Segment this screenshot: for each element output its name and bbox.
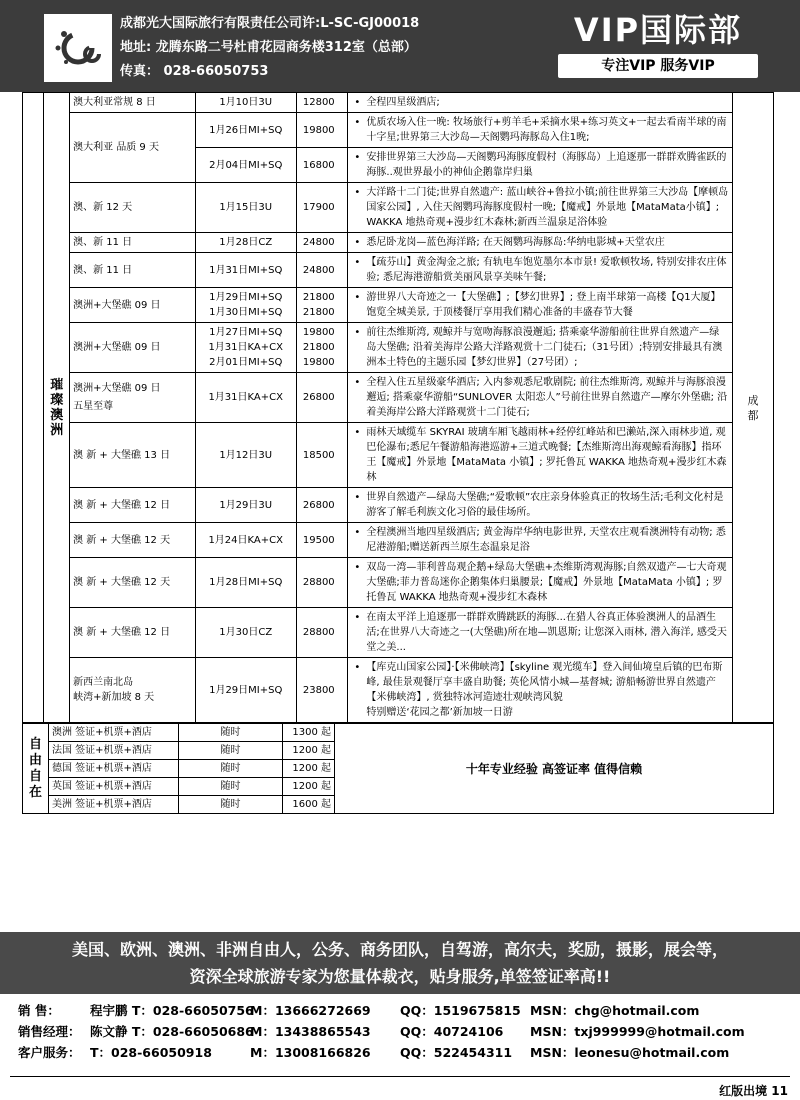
description-text: 全程四星级酒店; xyxy=(366,97,440,108)
contact-qq: QQ：522454311 xyxy=(400,1045,513,1060)
tour-description xyxy=(348,253,733,288)
free-price: 1300 起 xyxy=(283,724,335,742)
free-dates: 随时 xyxy=(179,760,283,778)
route-name: 澳洲+大堡礁 09 日 五星至尊 xyxy=(70,373,195,423)
page-header xyxy=(0,0,800,92)
itinerary-row xyxy=(23,113,774,148)
departure-dates: 1月29日MI+SQ xyxy=(195,658,296,723)
tour-price: 28800 xyxy=(296,558,348,608)
bullet: • xyxy=(354,377,361,388)
route-name: 澳 新 + 大堡礁 12 日 xyxy=(70,608,195,658)
contact-msn: MSN：chg@hotmail.com xyxy=(530,1003,700,1018)
description-text: 雨林天域缆车 SKYRAI 玻璃车厢飞越雨林+经停红峰站和巴濑站,深入雨林步道, 观巴伦瀑布;悉尼午餐游船海港巡游+三道式晚餐;【杰维斯湾出海观鲸看海豚】指环王【魔戒】外景地【MataMata 小镇】; 罗托鲁瓦 WAKKA 地热奇观+漫步红木森林 xyxy=(366,427,727,483)
route-name: 澳 新 + 大堡礁 12 日 xyxy=(70,488,195,523)
itinerary-row xyxy=(23,183,774,233)
bullet: • xyxy=(354,327,361,338)
route-name: 澳 新 + 大堡礁 12 天 xyxy=(70,558,195,608)
tour-description xyxy=(348,558,733,608)
description-text: 优质农场入住一晚: 牧场旅行+剪羊毛+采摘水果+练习英文+一起去看南半球的南十字星;世界第三大沙岛—天阁鹦玛海豚岛入住1晚; xyxy=(366,117,727,143)
free-price: 1200 起 xyxy=(283,760,335,778)
bullet: • xyxy=(354,562,361,573)
departure-dates: 1月15日3U xyxy=(195,183,296,233)
free-route: 德国 签证+机票+酒店 xyxy=(49,760,179,778)
contact-row xyxy=(18,1000,788,1021)
tour-description xyxy=(348,373,733,423)
contact-name: 程宇鹏 T：028-66050756 xyxy=(90,1003,254,1018)
tour-description xyxy=(348,148,733,183)
itinerary-row xyxy=(23,288,774,323)
company-info xyxy=(120,12,419,84)
free-dates: 随时 xyxy=(179,796,283,814)
departure-dates: 1月29日MI+SQ 1月30日MI+SQ xyxy=(195,288,296,323)
departure-dates: 1月31日MI+SQ xyxy=(195,253,296,288)
tour-price: 19800 21800 19800 xyxy=(296,323,348,373)
contact-row xyxy=(18,1021,788,1042)
banner-line-1: 美国、欧洲、澳洲、非洲自由人，公务、商务团队，自驾游，高尔夫，奖励，摄影，展会等， xyxy=(71,940,728,959)
tour-price: 18500 xyxy=(296,423,348,488)
bullet: • xyxy=(354,492,361,503)
tour-description xyxy=(348,288,733,323)
tour-description xyxy=(348,233,733,253)
itinerary-row xyxy=(23,323,774,373)
company-logo-icon xyxy=(44,14,112,82)
free-region-label: 自 由 自 在 xyxy=(23,724,49,814)
tour-description xyxy=(348,183,733,233)
tour-price: 28800 xyxy=(296,608,348,658)
departure-dates: 1月29日3U xyxy=(195,488,296,523)
route-name: 澳 新 + 大堡礁 13 日 xyxy=(70,423,195,488)
free-price: 1600 起 xyxy=(283,796,335,814)
tour-price: 21800 21800 xyxy=(296,288,348,323)
free-row xyxy=(23,724,774,742)
free-route: 英国 签证+机票+酒店 xyxy=(49,778,179,796)
free-price: 1200 起 xyxy=(283,742,335,760)
route-name: 澳、新 11 日 xyxy=(70,233,195,253)
description-text: 全程澳洲当地四星级酒店; 黄金海岸华纳电影世界, 天堂农庄观看澳洲特有动物; 悉尼港游船;赠送新西兰原生态温泉足浴 xyxy=(366,527,726,553)
bullet: • xyxy=(354,527,361,538)
description-text: 游世界八大奇迹之一【大堡礁】;【梦幻世界】; 登上南半球第一高楼【Q1大厦】饱览全城美景, 于顶楼餐厅享用我们精心准备的丰盛春节大餐 xyxy=(366,292,721,318)
description-text: 全程入住五星级豪华酒店; 入内参观悉尼歌剧院; 前往杰维斯湾, 观鲸并与海豚浪漫邂逅; 搭乘豪华游船“SUNLOVER 太阳恋人”号前往世界自然遗产—摩尔外堡礁; 沿着美海岸公路大洋路观赏十二门徒石; xyxy=(366,377,728,418)
departure-city: 成 都 xyxy=(733,93,774,723)
vip-tag: 专注VIP 服务VIP xyxy=(558,54,758,78)
tour-description xyxy=(348,113,733,148)
contact-name: 陈文静 T：028-66050686 xyxy=(90,1024,254,1039)
empty-cell xyxy=(23,93,44,723)
route-name: 澳、新 12 天 xyxy=(70,183,195,233)
departure-dates: 1月10日3U xyxy=(195,93,296,113)
bullet: • xyxy=(354,187,361,198)
vip-box xyxy=(558,10,758,84)
itinerary-row xyxy=(23,373,774,423)
route-name: 澳洲+大堡礁 09 日 xyxy=(70,288,195,323)
description-extra: 特别赠送‘花园之都’新加坡一日游 xyxy=(366,707,513,718)
contact-label: 销售经理： xyxy=(18,1024,81,1039)
tour-description xyxy=(348,423,733,488)
tour-price: 12800 xyxy=(296,93,348,113)
departure-dates: 1月12日3U xyxy=(195,423,296,488)
free-dates: 随时 xyxy=(179,724,283,742)
itinerary-table xyxy=(22,92,774,723)
tour-description xyxy=(348,658,733,723)
departure-dates: 1月31日KA+CX xyxy=(195,373,296,423)
bullet: • xyxy=(354,612,361,623)
description-text: 在南太平洋上追逐那一群群欢腾跳跃的海豚...在猎人谷真正体验澳洲人的品酒生活;在世界八大奇迹之一(大堡礁)所在地—凯恩斯; 让您深入雨林, 潜入海洋, 感受天堂之美... xyxy=(366,612,727,653)
bullet: • xyxy=(354,117,361,128)
bullet: • xyxy=(354,427,361,438)
departure-dates: 1月27日MI+SQ 1月31日KA+CX 2月01日MI+SQ xyxy=(195,323,296,373)
company-address: 地址: 龙腾东路二号杜甫花园商务楼312室（总部） xyxy=(120,40,417,55)
departure-dates: 1月26日MI+SQ xyxy=(195,113,296,148)
itinerary-row xyxy=(23,93,774,113)
bullet: • xyxy=(354,662,361,673)
tour-price: 23800 xyxy=(296,658,348,723)
bullet: • xyxy=(354,237,361,248)
contact-mobile: M：13008166826 xyxy=(250,1045,371,1060)
description-text: 安排世界第三大沙岛—天阁鹦玛海豚度假村（海豚岛）上追逐那一群群欢腾雀跃的海豚..观世界最小的神仙企鹅靠岸归巢 xyxy=(366,152,727,178)
tour-description xyxy=(348,523,733,558)
itinerary-row xyxy=(23,608,774,658)
contact-mobile: M：13666272669 xyxy=(250,1003,371,1018)
itinerary-section xyxy=(22,92,774,814)
departure-dates: 2月04日MI+SQ xyxy=(195,148,296,183)
tour-price: 16800 xyxy=(296,148,348,183)
tour-price: 17900 xyxy=(296,183,348,233)
tour-description xyxy=(348,93,733,113)
tour-description xyxy=(348,608,733,658)
tour-price: 19500 xyxy=(296,523,348,558)
departure-dates: 1月28日MI+SQ xyxy=(195,558,296,608)
contact-msn: MSN：txj999999@hotmail.com xyxy=(530,1024,745,1039)
tour-description xyxy=(348,488,733,523)
tour-price: 24800 xyxy=(296,253,348,288)
tour-price: 19800 xyxy=(296,113,348,148)
itinerary-row xyxy=(23,558,774,608)
bullet: • xyxy=(354,257,361,268)
itinerary-row xyxy=(23,658,774,723)
bullet: • xyxy=(354,292,361,303)
description-text: 【库克山国家公园】·【米佛峡湾】【skyline 观光缆车】登入间仙境皇后镇的巴布斯峰, 最佳景观餐厅享丰盛自助餐; 英伦风情小城—基督城; 游船畅游世界自然遗产【米佛峡湾】, 赏独特冰河造迹壮观峡湾风貌 xyxy=(366,662,723,703)
route-name: 澳大利亚 品质 9 天 xyxy=(70,113,195,183)
tour-price: 26800 xyxy=(296,373,348,423)
slogan: 十年专业经验 高签证率 值得信赖 xyxy=(335,724,774,814)
contacts-block xyxy=(18,1000,788,1063)
contact-name: T：028-66050918 xyxy=(90,1045,212,1060)
contact-mobile: M：13438865543 xyxy=(250,1024,371,1039)
description-text: 双岛一湾—菲利普岛观企鹅+绿岛大堡礁+杰维斯湾观海豚;自然双遗产—七大奇观大堡礁;菲力普岛迷你企鹅集体归巢腰景;【魔戒】外景地【MataMata 小镇】; 罗托鲁瓦 WAKKA 地热奇观+漫步红木森林 xyxy=(366,562,727,603)
description-text: 世界自然遗产—绿岛大堡礁;“爱歌顿”农庄亲身体验真正的牧场生活;毛利文化村是游客了解毛利族文化习俗的最佳场所。 xyxy=(366,492,724,518)
route-name: 澳大利亚常规 8 日 xyxy=(70,93,195,113)
itinerary-row xyxy=(23,233,774,253)
description-text: 悉尼卧龙岗—蓝色海洋路; 在天阁鹦玛海豚岛:华纳电影城+天堂农庄 xyxy=(366,237,665,248)
free-route: 法国 签证+机票+酒店 xyxy=(49,742,179,760)
description-text: 【疏芬山】黄金淘金之旅; 有轨电车饱览墨尔本市景! 爱歌顿牧场, 特别安排农庄体验; 悉尼海港游船赏美丽风景享美味午餐; xyxy=(366,257,727,283)
contact-msn: MSN：leonesu@hotmail.com xyxy=(530,1045,730,1060)
departure-dates: 1月24日KA+CX xyxy=(195,523,296,558)
route-name: 新西兰南北岛 峡湾+新加坡 8 天 xyxy=(70,658,195,723)
contact-row xyxy=(18,1042,788,1063)
company-fax: 传真： 028-66050753 xyxy=(120,64,269,79)
itinerary-row xyxy=(23,523,774,558)
footer-divider xyxy=(10,1076,790,1077)
route-name: 澳 新 + 大堡礁 12 天 xyxy=(70,523,195,558)
free-dates: 随时 xyxy=(179,742,283,760)
free-price: 1200 起 xyxy=(283,778,335,796)
tour-price: 24800 xyxy=(296,233,348,253)
contact-qq: QQ：1519675815 xyxy=(400,1003,521,1018)
itinerary-row xyxy=(23,488,774,523)
free-route: 美洲 签证+机票+酒店 xyxy=(49,796,179,814)
free-travel-table xyxy=(22,723,774,814)
vip-title: VIP国际部 xyxy=(573,11,743,49)
itinerary-row xyxy=(23,253,774,288)
free-route: 澳洲 签证+机票+酒店 xyxy=(49,724,179,742)
contact-label: 销 售： xyxy=(18,1003,60,1018)
departure-dates: 1月28日CZ xyxy=(195,233,296,253)
description-text: 大洋路十二门徒;世界自然遗产: 蓝山峡谷+鲁拉小镇;前往世界第三大沙岛【摩顿岛国家公园】, 入住天阁鹦玛海豚度假村一晚;【魔戒】外景地【MataMata小镇】; WAKKA 地热奇观+漫步红木森林;新西兰温泉足浴体验 xyxy=(366,187,729,228)
bullet: • xyxy=(354,152,361,163)
region-label: 璀 璨 澳 洲 xyxy=(44,93,70,723)
contact-qq: QQ：40724106 xyxy=(400,1024,504,1039)
company-name: 成都光大国际旅行有限责任公司许:L-SC-GJ00018 xyxy=(120,16,420,31)
services-banner xyxy=(0,932,800,994)
route-name: 澳洲+大堡礁 09 日 xyxy=(70,323,195,373)
contact-label: 客户服务： xyxy=(18,1045,81,1060)
route-name: 澳、新 11 日 xyxy=(70,253,195,288)
banner-line-2: 资深全球旅游专家为您量体裁衣，贴身服务,单签签证率高!! xyxy=(189,967,611,986)
tour-price: 26800 xyxy=(296,488,348,523)
itinerary-row xyxy=(23,423,774,488)
departure-dates: 1月30日CZ xyxy=(195,608,296,658)
bullet: • xyxy=(354,97,361,108)
free-dates: 随时 xyxy=(179,778,283,796)
description-text: 前往杰维斯湾, 观鲸并与宽吻海豚浪漫邂逅; 搭乘豪华游船前往世界自然遗产—绿岛大堡礁; 沿着美海岸公路大洋路观赏十二门徒石;（31号团）;特别安排最具有澳洲本土特色的主题乐园【梦幻世界】（27号团）; xyxy=(366,327,723,368)
page-footer: 红版出境 11 xyxy=(719,1084,788,1098)
tour-description xyxy=(348,323,733,373)
